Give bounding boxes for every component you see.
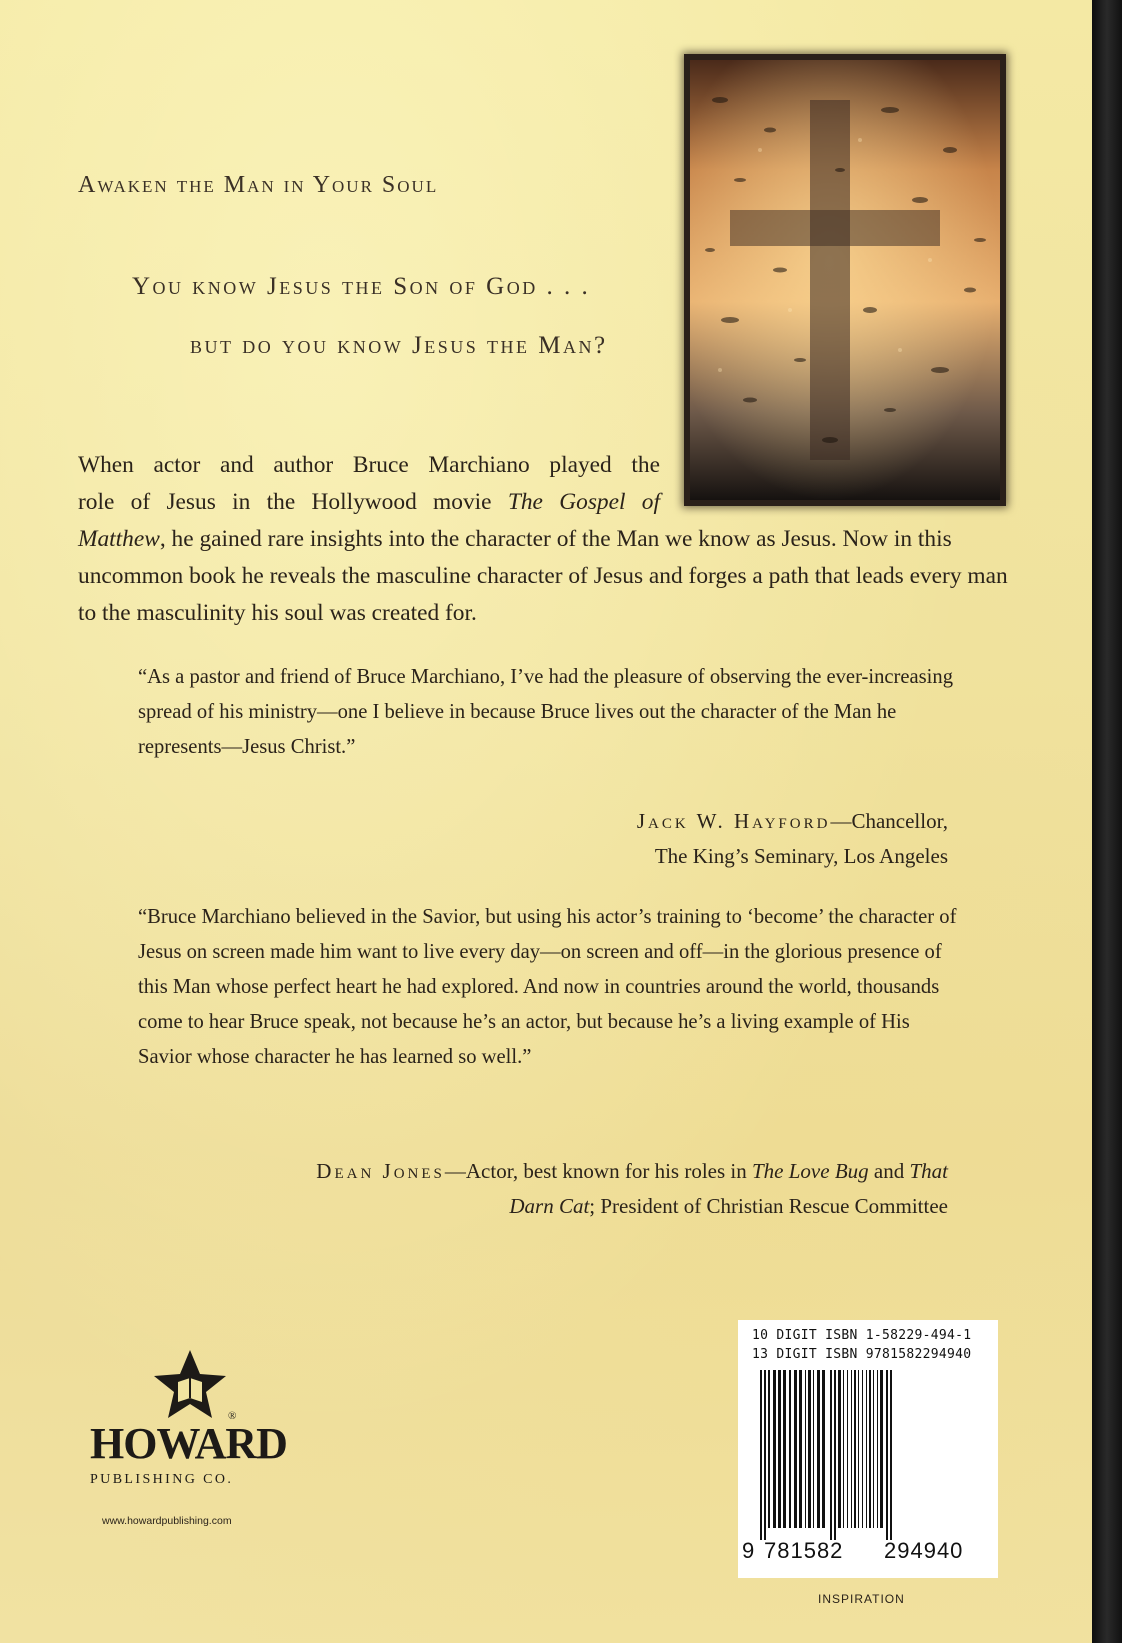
cover-heading: Awaken the Man in Your Soul (78, 172, 439, 198)
barcode-bar (851, 1370, 852, 1528)
publisher-logo (90, 1348, 310, 1527)
cover-edge (1092, 0, 1122, 1643)
description-rest-text: , he gained rare insights into the character of the Man we know as Jesus. Now in this uncommon book he reveals the masculine character of Jesus and forges a path that leads every man to the masculinity his soul was created for. (78, 526, 1008, 626)
barcode-bar (822, 1370, 825, 1528)
endorser-org: ; President of Christian Rescue Committee (589, 1194, 948, 1218)
description-paragraph (78, 447, 1008, 632)
barcode-bar (778, 1370, 781, 1528)
barcode-bars (754, 1370, 984, 1540)
barcode-bar (813, 1370, 814, 1528)
film-title-darn-cat-a: That (909, 1159, 948, 1183)
barcode-bar (794, 1370, 797, 1528)
barcode-bar (854, 1370, 856, 1528)
barcode-bar (843, 1370, 844, 1528)
barcode-bar (805, 1370, 806, 1528)
endorser-role: —Chancellor, (830, 809, 948, 833)
film-title-darn-cat-b: Darn Cat (509, 1194, 590, 1218)
cross-rain-photo (690, 60, 1000, 500)
endorser-name: Dean Jones (316, 1159, 445, 1183)
barcode-bar (789, 1370, 791, 1528)
category-label: INSPIRATION (818, 1592, 905, 1606)
barcode-bar (783, 1370, 786, 1528)
barcode-bar (877, 1370, 878, 1528)
barcode-bar (862, 1370, 863, 1528)
movie-title-part-1: The Gospel of (507, 489, 660, 515)
endorsement-quote-jones: “Bruce Marchiano believed in the Savior, but using his actor’s training to ‘become’ the character of Jesus on screen made him want to live every day—on screen and off—in the glorious presence of this Man whose perfect heart he had explored. And now in countries around the world, thousands come to hear Bruce speak, not because he’s an actor, but because he’s a living example of His Savior whose character he has learned so well.” (138, 906, 957, 1068)
and-text: and (873, 1159, 905, 1183)
publisher-subname: PUBLISHING CO. (90, 1472, 234, 1487)
barcode-bar (808, 1370, 811, 1528)
barcode-group-2: 294940 (884, 1538, 964, 1563)
barcode-bar (858, 1370, 859, 1528)
endorsement-attribution-jones (130, 1154, 948, 1224)
barcode-bar (886, 1370, 888, 1540)
barcode-bar (838, 1370, 841, 1528)
endorsement-quote-hayford: “As a pastor and friend of Bruce Marchiano, I’ve had the pleasure of observing the ever-increasing spread of his ministry—one I believe in because Bruce lives out the character of the Man he represents—Jesus Christ.” (138, 666, 954, 758)
tagline-line-2: but do you know Jesus the Man? (190, 332, 608, 359)
isbn-barcode (738, 1320, 998, 1578)
barcode-bar (880, 1370, 883, 1528)
barcode-group-1: 781582 (764, 1538, 844, 1563)
description-text: role of Jesus in the Hollywood movie (78, 489, 492, 515)
barcode-bar (830, 1370, 832, 1540)
film-title-love-bug: The Love Bug (752, 1159, 869, 1183)
endorsement-attribution-hayford (400, 804, 948, 874)
barcode-bar (890, 1370, 892, 1540)
barcode-bar (866, 1370, 867, 1528)
movie-title-part-2: Matthew (78, 526, 160, 552)
description-rest (78, 526, 1008, 626)
barcode-bar (847, 1370, 848, 1528)
barcode-bar (760, 1370, 762, 1540)
endorser-role: —Actor, best known for his roles in (444, 1159, 747, 1183)
endorser-name: Jack W. Hayford (636, 809, 831, 833)
description-line-2 (78, 484, 660, 521)
endorser-org: The King’s Seminary, Los Angeles (654, 844, 948, 868)
star-book-icon (150, 1348, 230, 1420)
barcode-bar (764, 1370, 766, 1540)
registered-mark: ® (228, 1410, 237, 1422)
barcode-bar (873, 1370, 874, 1528)
description-line-1: When actor and author Bruce Marchiano played the (78, 452, 660, 478)
tagline-line-1: You know Jesus the Son of God . . . (132, 273, 591, 300)
barcode-bar (817, 1370, 820, 1528)
barcode-bar (799, 1370, 802, 1528)
barcode-bar (834, 1370, 836, 1540)
barcode-bar (768, 1370, 770, 1528)
cross-photo-image (690, 60, 1000, 500)
isbn-13: 13 DIGIT ISBN 9781582294940 (752, 1347, 972, 1362)
publisher-name: HOWARD (90, 1419, 287, 1468)
isbn-10: 10 DIGIT ISBN 1-58229-494-1 (752, 1328, 972, 1343)
barcode-lead-digit: 9 (742, 1538, 756, 1563)
barcode-bar (869, 1370, 871, 1528)
publisher-url: www.howardpublishing.com (102, 1515, 232, 1527)
barcode-bar (773, 1370, 776, 1528)
